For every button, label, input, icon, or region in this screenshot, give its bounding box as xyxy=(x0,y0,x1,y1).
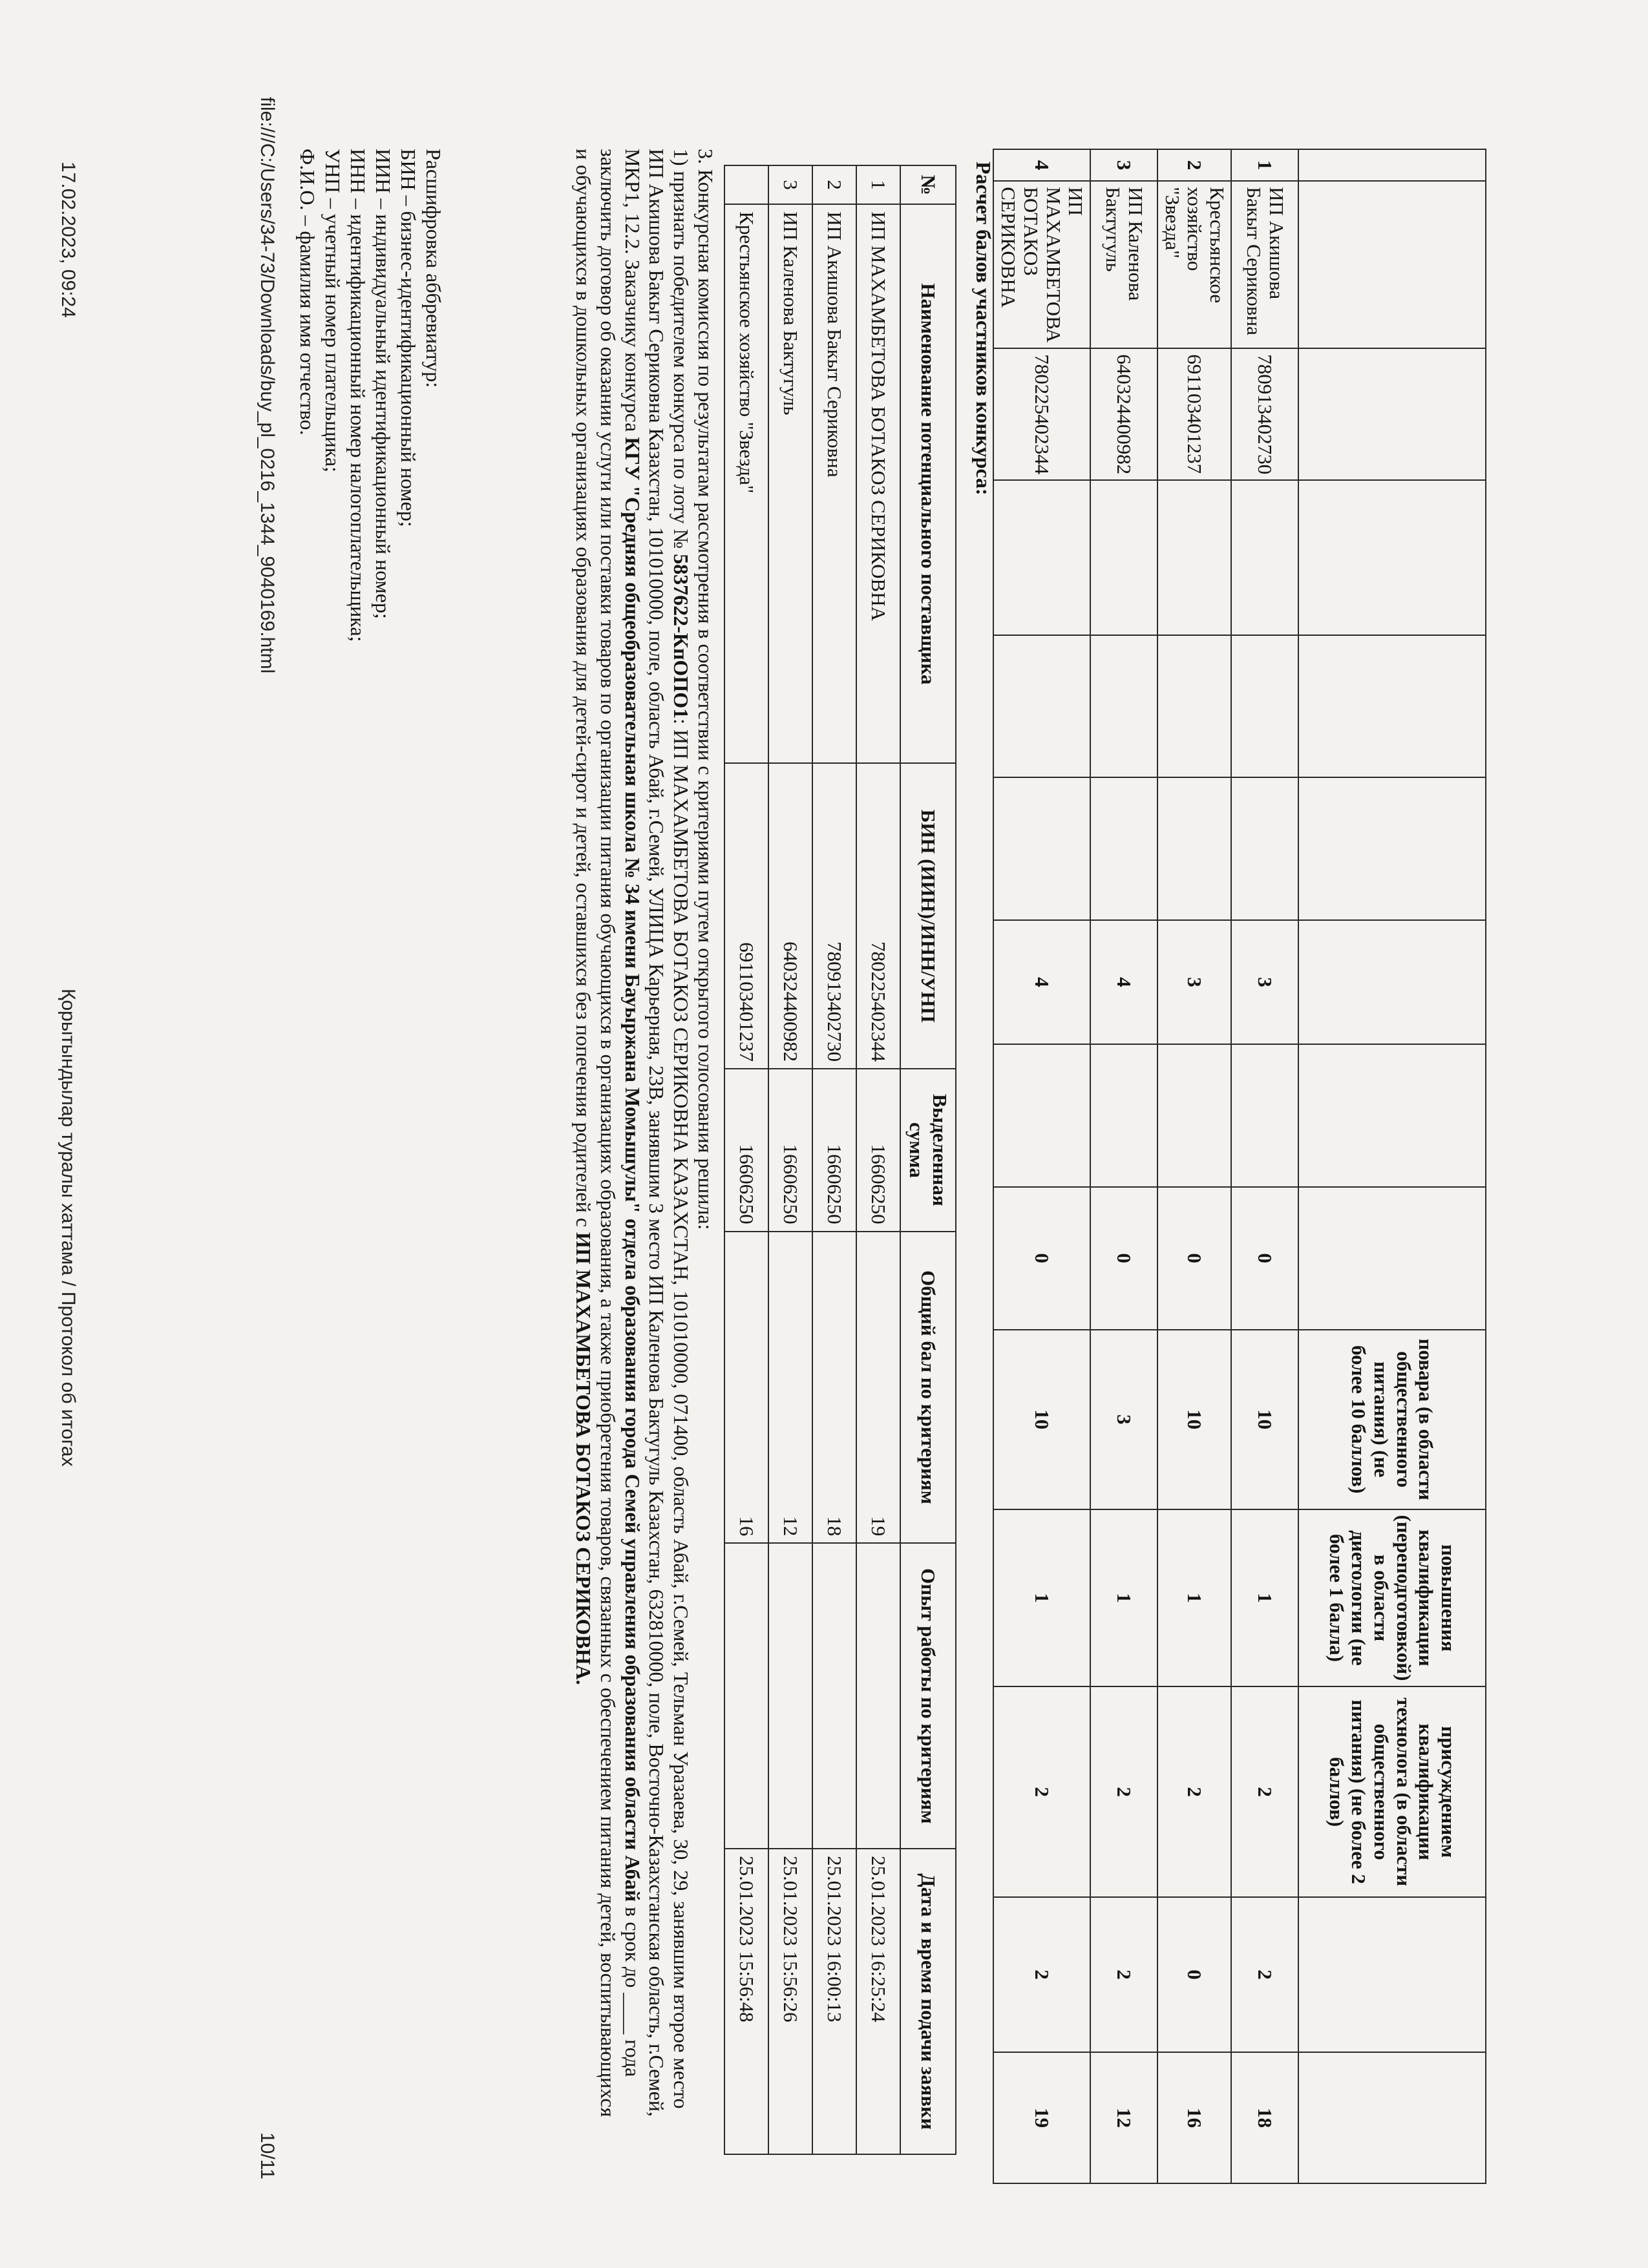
supplier-name: ИП Каленова Бактугуль xyxy=(768,204,812,763)
supplier-name: ИП Каленова Бактугуль xyxy=(1090,181,1157,348)
allocated-amount: 16606250 xyxy=(856,1069,900,1231)
score-cell: 2 xyxy=(993,1897,1090,2052)
score-cell: 0 xyxy=(1157,1897,1231,2052)
score-cell: 1 xyxy=(993,1509,1090,1687)
submit-datetime: 25.01.2023 15:56:48 xyxy=(724,1849,768,2154)
score-cell: 1 xyxy=(1231,1509,1298,1687)
allocated-amount: 16606250 xyxy=(812,1069,856,1231)
winner-name: ИП МАХАМБЕТОВА БОТАКОЗ СЕРИКОВНА. xyxy=(572,1232,596,1685)
criteria-row xyxy=(993,149,1090,2183)
col-bin: БИН (ИИН)/ИНН/УНП xyxy=(900,763,956,1069)
legend-item: УНП – учетный номер плательщика; xyxy=(321,149,344,473)
decision-intro: 3. Конкурсная комиссия по результатам рассмотрения в соответствии с критериями путем открытого голосования решила: xyxy=(694,149,717,1230)
page-number: 10/11 xyxy=(257,2132,278,2179)
calc-title: Расчет балов участников конкурса: xyxy=(972,162,995,496)
score-cell: 10 xyxy=(1231,1330,1298,1509)
total-score: 12 xyxy=(1090,2052,1157,2183)
supplier-bin: 691103401237 xyxy=(724,763,768,1069)
row-number: 3 xyxy=(1090,149,1157,181)
decision-paragraph: 1) признать победителем конкурса по лоту № 5837622-КпОПО1: ИП МАХАМБЕТОВА БОТАКОЗ СЕРИКОВНА КАЗАХСТАН, 101010000, 071400, область Абай, г.Семей, Тельман Уразаева, 30, 29, занявшим второе место ИП Акишова Бакыт Сериковна Казахстан, 101010000, поле, область Абай, г.Семей, УЛИЦА Карьерная, 23В, занявшим 3 место ИП Каленова Бактугуль Казахстан, 632810000, поле, Восточно-Казахстанская область, г.Семей, МКР1, 12.2. Заказчику конкурса КГУ "Средняя общеобразовательная школа № 34 имени Бауыржана Момышулы" отдела образования города Семей управления образования области Абай в срок до ____ года заключить договор об оказании услуги или поставки товаров по организации питания обучающихся в организациях образования, а также приобретения товаров, связанных с обеспечением питания детей, воспитывающихся и обучающихся в дошкольных организациях образования для детей-сирот и детей, оставшихся без попечения родителей с ИП МАХАМБЕТОВА БОТАКОЗ СЕРИКОВНА. xyxy=(572,149,693,2117)
total-score: 18 xyxy=(1231,2052,1298,2183)
score-cell: 1 xyxy=(1090,1509,1157,1687)
criteria-header-cook: повара (в области общественного питания) (не более 10 баллов) xyxy=(1298,1330,1486,1509)
experience xyxy=(768,1543,812,1849)
print-datetime: 17.02.2023, 09:24 xyxy=(58,162,79,318)
criteria-table xyxy=(993,149,1486,2184)
criteria-row xyxy=(1157,149,1231,2183)
supplier-bin: 691103401237 xyxy=(1157,348,1231,480)
score-cell: 4 xyxy=(1090,920,1157,1045)
score-cell: 0 xyxy=(1231,1187,1298,1330)
score-cell: 2 xyxy=(1157,1686,1231,1896)
col-total-score: Общий бал по критериям xyxy=(900,1232,956,1544)
score-cell: 2 xyxy=(1090,1897,1157,2052)
criteria-row xyxy=(1231,149,1298,2183)
submit-datetime: 25.01.2023 15:56:26 xyxy=(768,1849,812,2154)
supplier-bin: 640324400982 xyxy=(1090,348,1157,480)
supplier-name: Крестьянское хозяйство "Звезда" xyxy=(724,204,768,763)
calc-row xyxy=(768,165,812,2154)
legend-item: ИНН – идентификационный номер налогоплательщика; xyxy=(346,149,370,642)
col-experience: Опыт работы по критериям xyxy=(900,1543,956,1849)
total-score: 19 xyxy=(856,1232,900,1544)
legend-item: Ф.И.О. – фамилия имя отчество. xyxy=(295,149,319,436)
score-cell: 10 xyxy=(1157,1330,1231,1509)
total-score: 19 xyxy=(993,2052,1090,2183)
score-cell: 10 xyxy=(993,1330,1090,1509)
row-number: 2 xyxy=(1157,149,1231,181)
row-number: 4 xyxy=(993,149,1090,181)
supplier-name: Крестьянское хозяйство "Звезда" xyxy=(1157,181,1231,348)
footer-url: file:///C:/Users/34-73/Downloads/buy_pl_0216_1344_9040169.html xyxy=(257,97,278,674)
score-cell: 4 xyxy=(993,920,1090,1045)
legend-title: Расшифровка аббревиатур: xyxy=(422,149,445,388)
calc-header-row xyxy=(900,165,956,2154)
criteria-header-dietology: повышения квалификации (переподготовкой) в области диетологии (не более 1 балла) xyxy=(1298,1509,1486,1687)
row-number: 3 xyxy=(768,165,812,204)
score-cell: 0 xyxy=(1090,1187,1157,1330)
lot-number: 5837622-КпОПО1 xyxy=(670,554,693,719)
legend-item: БИН – бизнес-идентификационный номер; xyxy=(396,149,420,527)
allocated-amount: 16606250 xyxy=(768,1069,812,1231)
allocated-amount: 16606250 xyxy=(724,1069,768,1231)
decision-block xyxy=(571,149,718,2132)
total-score: 16 xyxy=(1157,2052,1231,2183)
score-cell: 2 xyxy=(1231,1897,1298,2052)
score-cell: 2 xyxy=(993,1686,1090,1896)
supplier-bin: 780913402730 xyxy=(812,763,856,1069)
score-cell: 0 xyxy=(993,1187,1090,1330)
supplier-bin: 780913402730 xyxy=(1231,348,1298,480)
score-cell: 3 xyxy=(1090,1330,1157,1509)
criteria-row xyxy=(1090,149,1157,2183)
row-number xyxy=(724,165,768,204)
abbreviations-legend xyxy=(295,149,446,1699)
score-cell: 3 xyxy=(1231,920,1298,1045)
total-score: 16 xyxy=(724,1232,768,1544)
score-cell: 1 xyxy=(1157,1509,1231,1687)
col-submit-date: Дата и время подачи заявки xyxy=(900,1849,956,2154)
row-number: 1 xyxy=(1231,149,1298,181)
supplier-bin: 780225402344 xyxy=(993,348,1090,480)
calc-row xyxy=(856,165,900,2154)
col-supplier: Наименование потенциального поставщика xyxy=(900,204,956,763)
supplier-name: ИП МАХАМБЕТОВА БОТАКОЗ СЕРИКОВНА xyxy=(856,204,900,763)
experience xyxy=(724,1543,768,1849)
row-number: 2 xyxy=(812,165,856,204)
score-cell: 2 xyxy=(1231,1686,1298,1896)
calc-table xyxy=(724,165,956,2155)
protocol-title: Қорытындылар туралы хаттама / Протокол об итогах xyxy=(58,989,79,1467)
experience xyxy=(812,1543,856,1849)
submit-datetime: 25.01.2023 16:25:24 xyxy=(856,1849,900,2154)
total-score: 12 xyxy=(768,1232,812,1544)
col-number: № xyxy=(900,165,956,204)
calc-row xyxy=(812,165,856,2154)
supplier-name: ИП Акишова Бакыт Сериковна xyxy=(812,204,856,763)
score-cell: 2 xyxy=(1090,1686,1157,1896)
experience xyxy=(856,1543,900,1849)
supplier-bin: 640324400982 xyxy=(768,763,812,1069)
supplier-name: ИП Акишова Бакыт Сериковна xyxy=(1231,181,1298,348)
row-number: 1 xyxy=(856,165,900,204)
criteria-header-technologist: присуждением квалификации технолога (в области общественного питания) (не более 2 баллов) xyxy=(1298,1686,1486,1896)
score-cell: 0 xyxy=(1157,1187,1231,1330)
supplier-name: ИП МАХАМБЕТОВА БОТАКОЗ СЕРИКОВНА xyxy=(993,181,1090,348)
submit-datetime: 25.01.2023 16:00:13 xyxy=(812,1849,856,2154)
col-amount: Выделенная сумма xyxy=(900,1069,956,1231)
total-score: 18 xyxy=(812,1232,856,1544)
supplier-bin: 780225402344 xyxy=(856,763,900,1069)
customer-name: КГУ "Средняя общеобразовательная школа № 34 имени Бауыржана Момышулы" отдела образования города Семей управления образования области Абай xyxy=(620,437,644,1902)
score-cell: 3 xyxy=(1157,920,1231,1045)
legend-item: ИИН – индивидуальный идентификационный номер; xyxy=(371,149,395,619)
calc-row xyxy=(724,165,768,2154)
criteria-header-row xyxy=(1298,149,1486,2183)
